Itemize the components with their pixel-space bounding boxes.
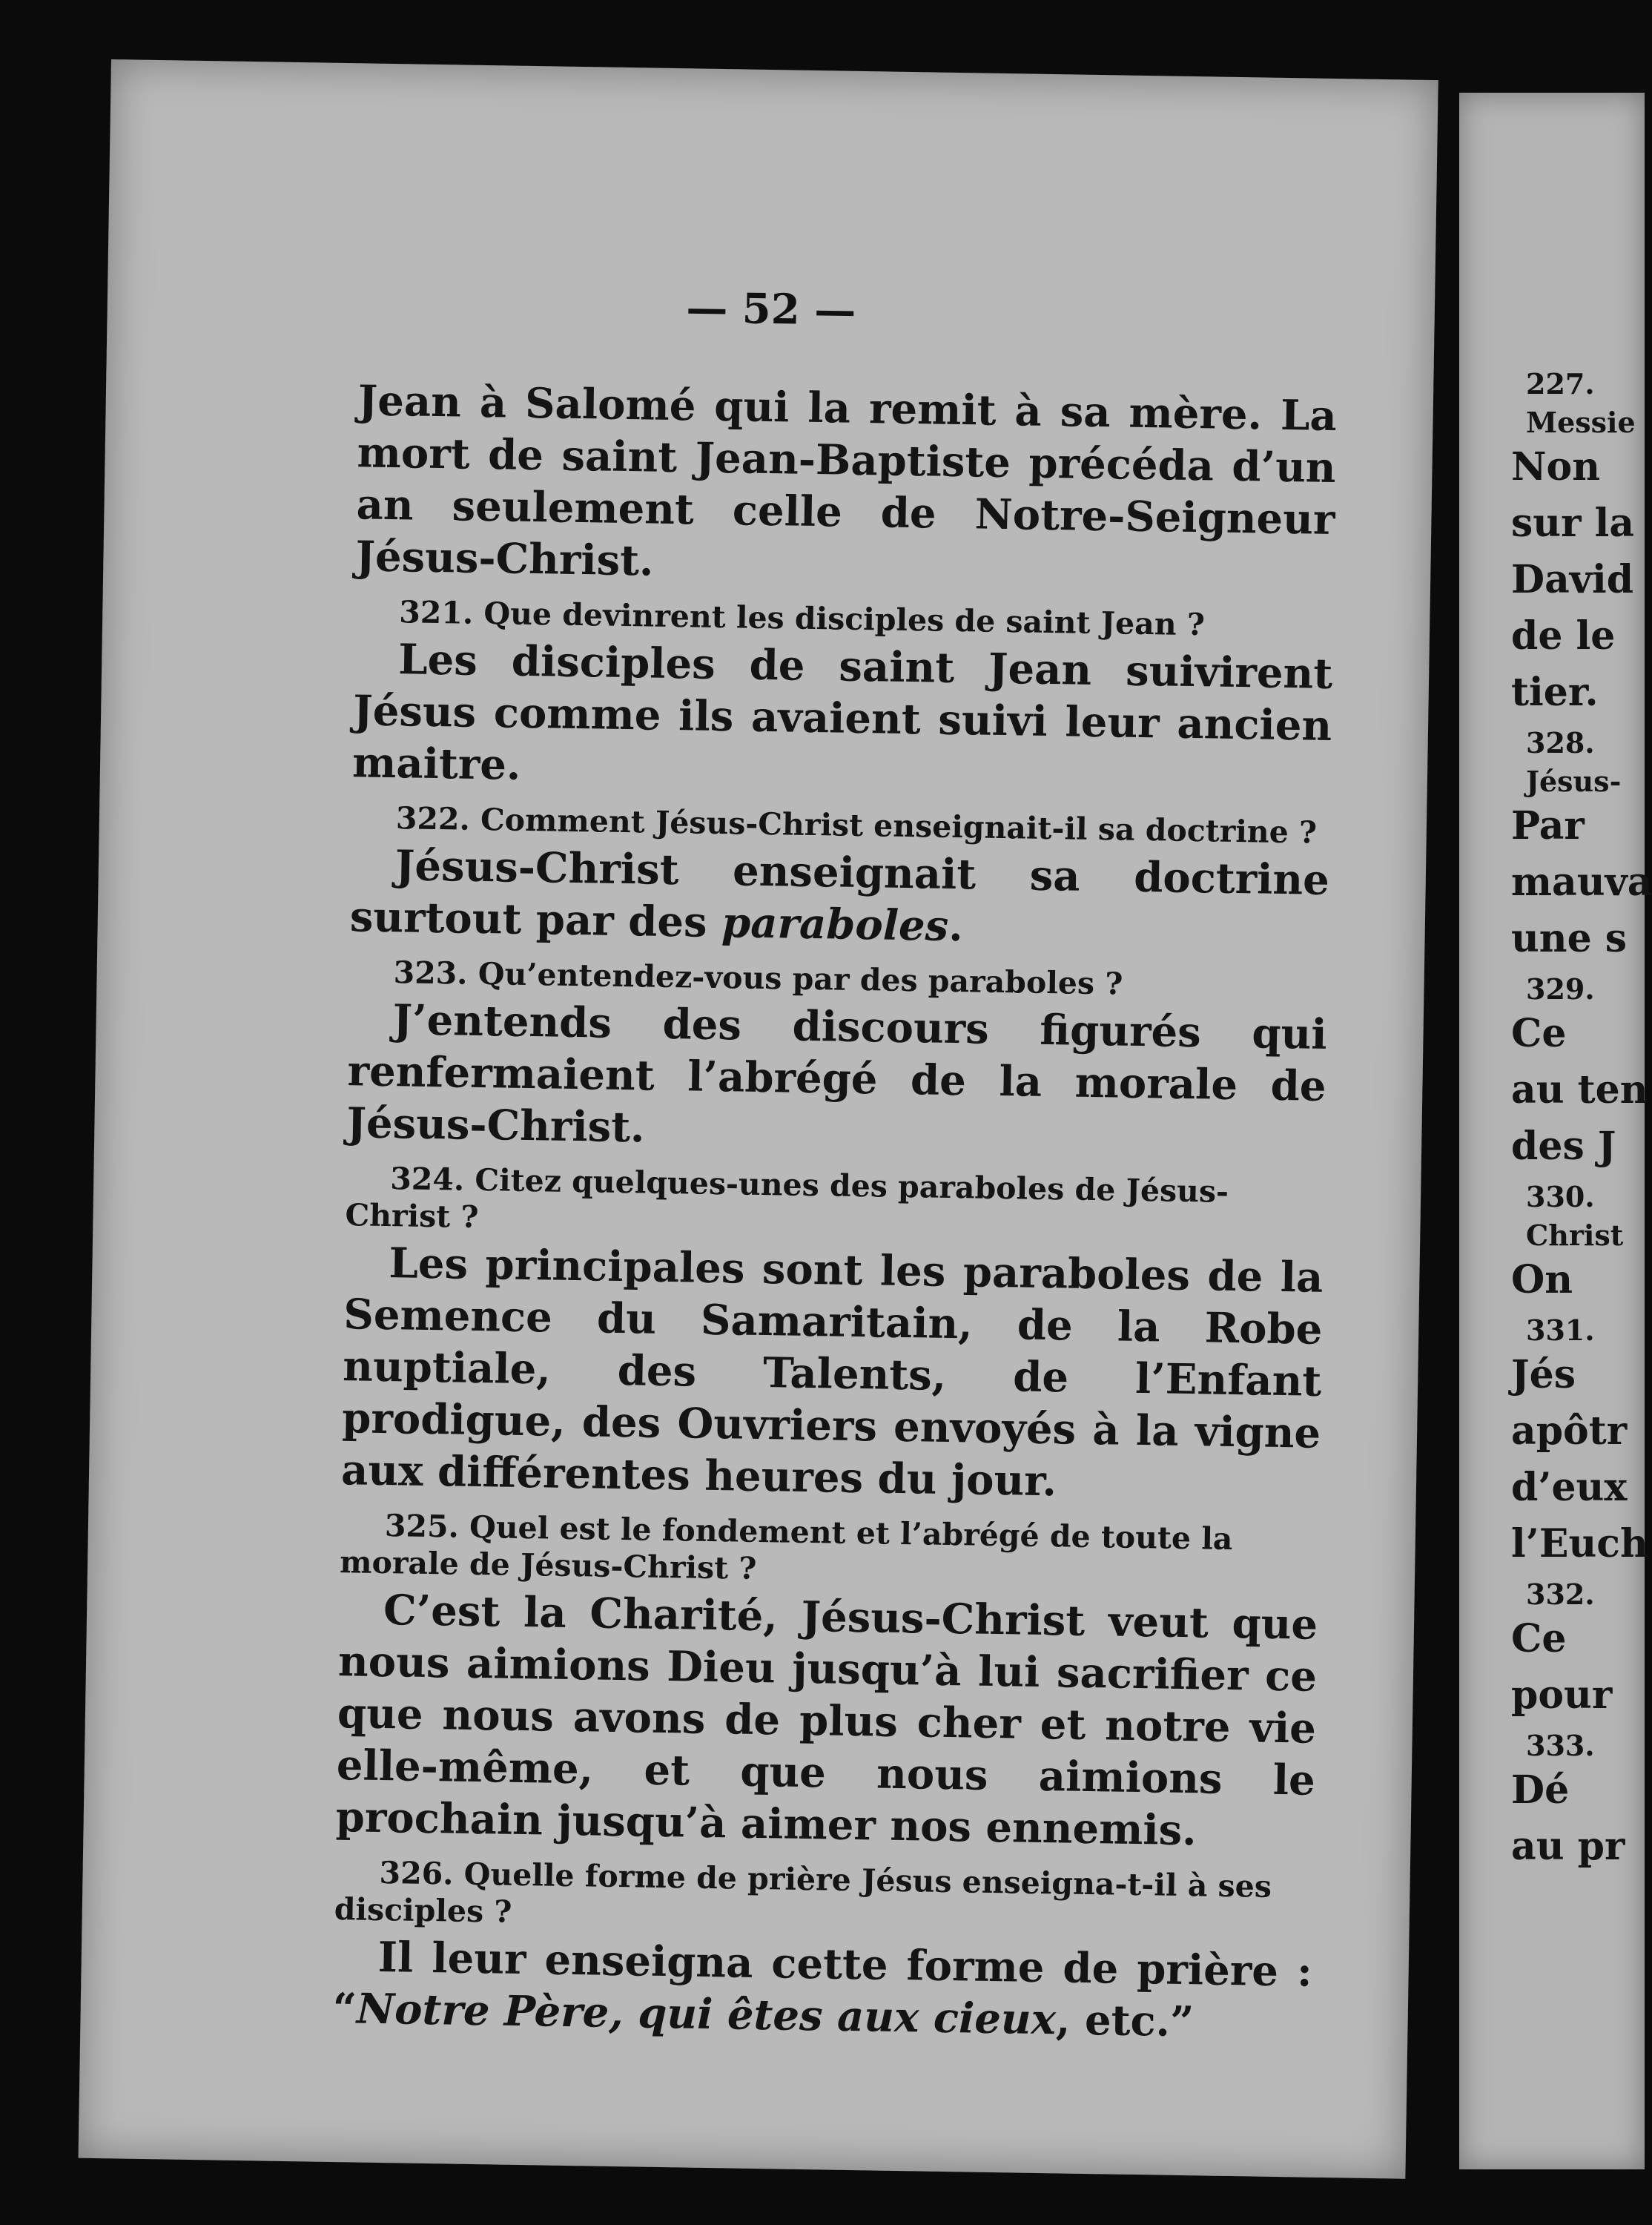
facing-page-line: au ten xyxy=(1511,1067,1648,1112)
facing-page-line: des J xyxy=(1511,1124,1616,1169)
page-number: — 52 — xyxy=(685,283,856,335)
answer-321: Les disciples de saint Jean suivirent Jésus comme ils avaient suivi leur ancien maitre. xyxy=(351,635,1333,790)
answer-326: Il leur enseigna cette forme de prière : “Notre Père, qui êtes aux cieux, etc.” xyxy=(332,1932,1313,2047)
facing-page-line: 227. xyxy=(1526,367,1595,400)
facing-page-line: Ce xyxy=(1511,1011,1567,1056)
question-325: 325. Quel est le fondement et l’abrégé de toute la morale de Jésus-Christ ? xyxy=(339,1508,1233,1586)
facing-page-line: On xyxy=(1511,1257,1573,1302)
answer-325: C’est la Charité, Jésus-Christ veut que nous aimions Dieu jusqu’à lui sacrifier ce que nous avons de plus cher et notre vie elle-même, et que nous aimions le prochain jusqu’à aimer nos ennemis. xyxy=(335,1586,1318,1856)
facing-page-line: Messie xyxy=(1526,406,1636,439)
answer-324: Les principales sont les paraboles de la Semence du Samaritain, de la Robe nuptiale, des Talents, de l’Enfant prodigue, des Ouvriers envoyés à la vigne aux différentes heures du jour. xyxy=(340,1239,1324,1506)
facing-page-line: de le xyxy=(1511,613,1616,659)
facing-page-line: Non xyxy=(1511,444,1601,490)
facing-page-line: au pr xyxy=(1511,1824,1625,1869)
facing-page-line: 329. xyxy=(1526,972,1595,1006)
facing-page-line: 333. xyxy=(1526,1729,1595,1762)
facing-page-line: 328. xyxy=(1526,726,1595,759)
facing-page-line: Par xyxy=(1511,803,1585,848)
facing-page-line: tier. xyxy=(1511,670,1599,715)
facing-page-line: sur la xyxy=(1511,501,1635,546)
question-321: 321. Que devinrent les disciples de saint Jean ? xyxy=(398,594,1206,643)
facing-page-line: Christ xyxy=(1526,1219,1624,1252)
question-322: 322. Comment Jésus-Christ enseignait-il sa doctrine ? xyxy=(395,800,1318,851)
question-323: 323. Qu’entendez-vous par des paraboles ? xyxy=(393,955,1123,1002)
book-page-52 xyxy=(79,59,1438,2179)
facing-page-line: mauva xyxy=(1511,860,1652,905)
facing-page-line: 332. xyxy=(1526,1578,1595,1611)
facing-page-line: Ce xyxy=(1511,1616,1567,1661)
facing-page-line: David xyxy=(1511,557,1634,602)
facing-page-line: Jésus- xyxy=(1526,765,1622,798)
facing-page-line: apôtr xyxy=(1511,1408,1628,1454)
facing-page-line: pour xyxy=(1511,1672,1613,1718)
answer-322: Jésus-Christ enseignait sa doctrine surtout par des paraboles. xyxy=(349,841,1330,952)
facing-page-line: une s xyxy=(1511,916,1628,961)
facing-page-line: 331. xyxy=(1526,1313,1595,1347)
facing-page-fragment xyxy=(1459,93,1652,2169)
answer-323: J’entends des discours figurés qui renfermaient l’abrégé de la morale de Jésus-Christ. xyxy=(346,995,1328,1153)
facing-page-line: l’Euch xyxy=(1511,1521,1648,1566)
facing-page-line: Jés xyxy=(1511,1352,1576,1397)
facing-page-line: Dé xyxy=(1511,1767,1570,1813)
facing-page-line: 330. xyxy=(1526,1180,1595,1213)
continuation-paragraph: Jean à Salomé qui la remit à sa mère. La mort de saint Jean-Baptiste précéda d’un an seulement celle de Notre-Seigneur Jésus-Christ. xyxy=(354,376,1338,586)
question-326: 326. Quelle forme de prière Jésus enseigna-t-il à ses disciples ? xyxy=(334,1854,1272,1930)
page-text xyxy=(332,375,1337,2049)
facing-page-line: d’eux xyxy=(1511,1465,1628,1510)
question-324: 324. Citez quelques-unes des paraboles de Jésus-Christ ? xyxy=(345,1161,1229,1235)
